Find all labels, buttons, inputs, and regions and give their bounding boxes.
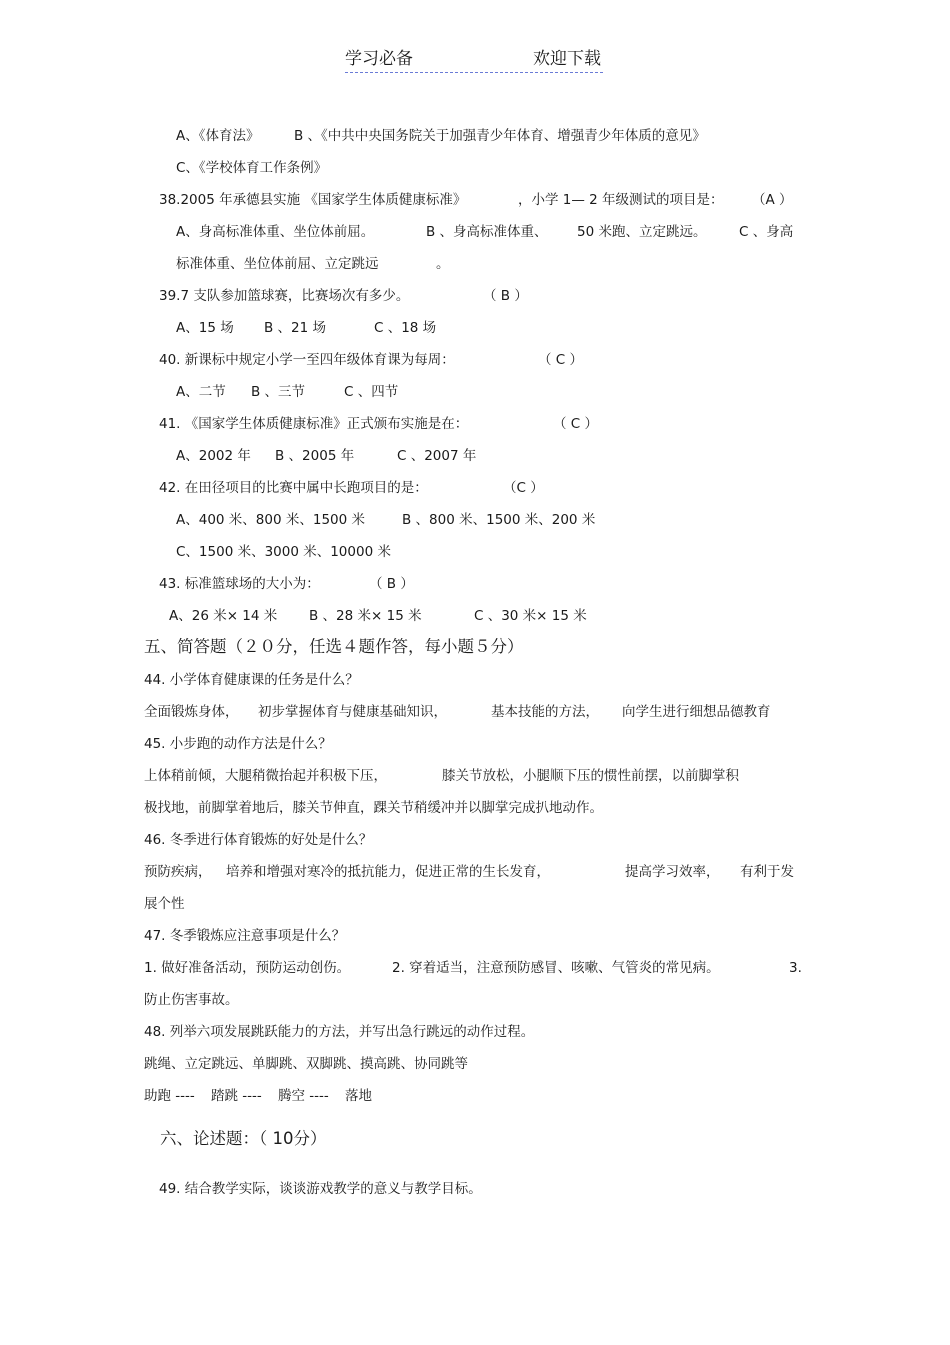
q43-stem: 43. 标准篮球场的大小为： (159, 576, 320, 592)
q40-answer: （ C ） (538, 352, 584, 368)
q46-answer-1c: 提高学习效率， (625, 864, 720, 880)
q46-answer-1a: 预防疾病， (144, 864, 212, 880)
q40-option-c: C 、四节 (344, 384, 399, 400)
q45-stem: 45. 小步跑的动作方法是什么？ (144, 736, 332, 752)
q48-stem: 48. 列举六项发展跳跃能力的方法，并写出急行跳远的动作过程。 (144, 1024, 535, 1040)
q45-answer-1a: 上体稍前倾，大腿稍微抬起并积极下压， (144, 768, 387, 784)
q46-stem: 46. 冬季进行体育锻炼的好处是什么？ (144, 832, 373, 848)
page-header (345, 46, 603, 73)
q38-option-b-cont: 50 米跑、立定跳远。 (577, 224, 707, 240)
q38-option-a: A、身高标准体重、坐位体前屈。 (176, 224, 375, 240)
q38-option-c: C 、身高 (739, 224, 794, 240)
q41-stem: 41. 《国家学生体质健康标准》正式颁布实施是在： (159, 416, 469, 432)
q37-option-a: A、《体育法》 (176, 128, 260, 144)
q41-option-c: C 、2007 年 (397, 448, 477, 464)
q39-option-c: C 、18 场 (374, 320, 437, 336)
q45-answer-2: 极找地，前脚掌着地后，膝关节伸直，踝关节稍缓冲并以脚掌完成扒地动作。 (144, 800, 603, 816)
q47-answer-1a: 1. 做好准备活动，预防运动创伤。 (144, 960, 351, 976)
q39-stem: 39.7 支队参加篮球赛，比赛场次有多少。 (159, 288, 410, 304)
q39-option-b: B 、21 场 (264, 320, 327, 336)
q44-answer-1: 全面锻炼身体， (144, 704, 239, 720)
q43-option-c: C 、30 米× 15 米 (474, 608, 587, 624)
q39-answer: （ B ） (483, 288, 528, 304)
section-5-title: 五、简答题（２０分，任选４题作答，每小题５分） (144, 637, 524, 656)
q42-option-b: B 、800 米、1500 米、200 米 (402, 512, 596, 528)
q44-answer-2: 初步掌握体育与健康基础知识， (258, 704, 447, 720)
q41-option-b: B 、2005 年 (275, 448, 355, 464)
q40-option-b: B 、三节 (251, 384, 306, 400)
q48-answer-2b: 踏跳 ---- (211, 1088, 262, 1104)
q42-option-c: C、1500 米、3000 米、10000 米 (176, 544, 391, 560)
q45-answer-1b: 膝关节放松，小腿顺下压的惯性前摆，以前脚掌积 (442, 768, 739, 784)
section-6-title: 六、论述题：（ 10分） (160, 1129, 327, 1148)
q48-answer-1: 跳绳、立定跳远、单脚跳、双脚跳、摸高跳、协同跳等 (144, 1056, 468, 1072)
q49-stem: 49. 结合教学实际，谈谈游戏教学的意义与教学目标。 (159, 1181, 482, 1197)
q41-answer: （ C ） (553, 416, 599, 432)
q43-answer: （ B ） (369, 576, 414, 592)
q47-answer-1b: 2. 穿着适当，注意预防感冒、咳嗽、气管炎的常见病。 (392, 960, 720, 976)
q40-stem: 40. 新课标中规定小学一至四年级体育课为每周： (159, 352, 455, 368)
q44-stem: 44. 小学体育健康课的任务是什么？ (144, 672, 359, 688)
q37-option-b: B 、《中共中央国务院关于加强青少年体育、增强青少年体质的意见》 (294, 128, 706, 144)
q46-answer-1b: 培养和增强对寒冷的抵抗能力，促进正常的生长发育， (226, 864, 550, 880)
q43-option-b: B 、28 米× 15 米 (309, 608, 422, 624)
q48-answer-2c: 腾空 ---- (278, 1088, 329, 1104)
q48-answer-2a: 助跑 ---- (144, 1088, 195, 1104)
header-left-text: 学习必备 (345, 49, 413, 69)
q47-stem: 47. 冬季锻炼应注意事项是什么？ (144, 928, 346, 944)
q38-stem-a: 38.2005 年承德县实施 《国家学生体质健康标准》 (159, 192, 467, 208)
q37-option-c: C、《学校体育工作条例》 (176, 160, 328, 176)
q39-option-a: A、15 场 (176, 320, 234, 336)
q38-option-b: B 、身高标准体重、 (426, 224, 548, 240)
q38-stem-b: ，小学 1— 2 年级测试的项目是： (518, 192, 724, 208)
q44-answer-4: 向学生进行细想品德教育 (622, 704, 771, 720)
q38-option-c-end: 。 (436, 256, 450, 272)
q43-option-a: A、26 米× 14 米 (169, 608, 278, 624)
q38-option-c-cont: 标准体重、坐位体前屈、立定跳远 (176, 256, 379, 272)
q47-answer-1c: 3. (789, 960, 802, 976)
q44-answer-3: 基本技能的方法， (491, 704, 599, 720)
q46-answer-1d: 有利于发 (740, 864, 794, 880)
q38-answer: （A ） (752, 192, 793, 208)
q41-option-a: A、2002 年 (176, 448, 251, 464)
q46-answer-2: 展个性 (144, 896, 185, 912)
q48-answer-2d: 落地 (345, 1088, 372, 1104)
q42-answer: （C ） (503, 480, 544, 496)
q47-answer-2: 防止伤害事故。 (144, 992, 239, 1008)
q42-option-a: A、400 米、800 米、1500 米 (176, 512, 365, 528)
q40-option-a: A、二节 (176, 384, 226, 400)
q42-stem: 42. 在田径项目的比赛中属中长跑项目的是： (159, 480, 428, 496)
header-right-text: 欢迎下载 (533, 49, 601, 69)
